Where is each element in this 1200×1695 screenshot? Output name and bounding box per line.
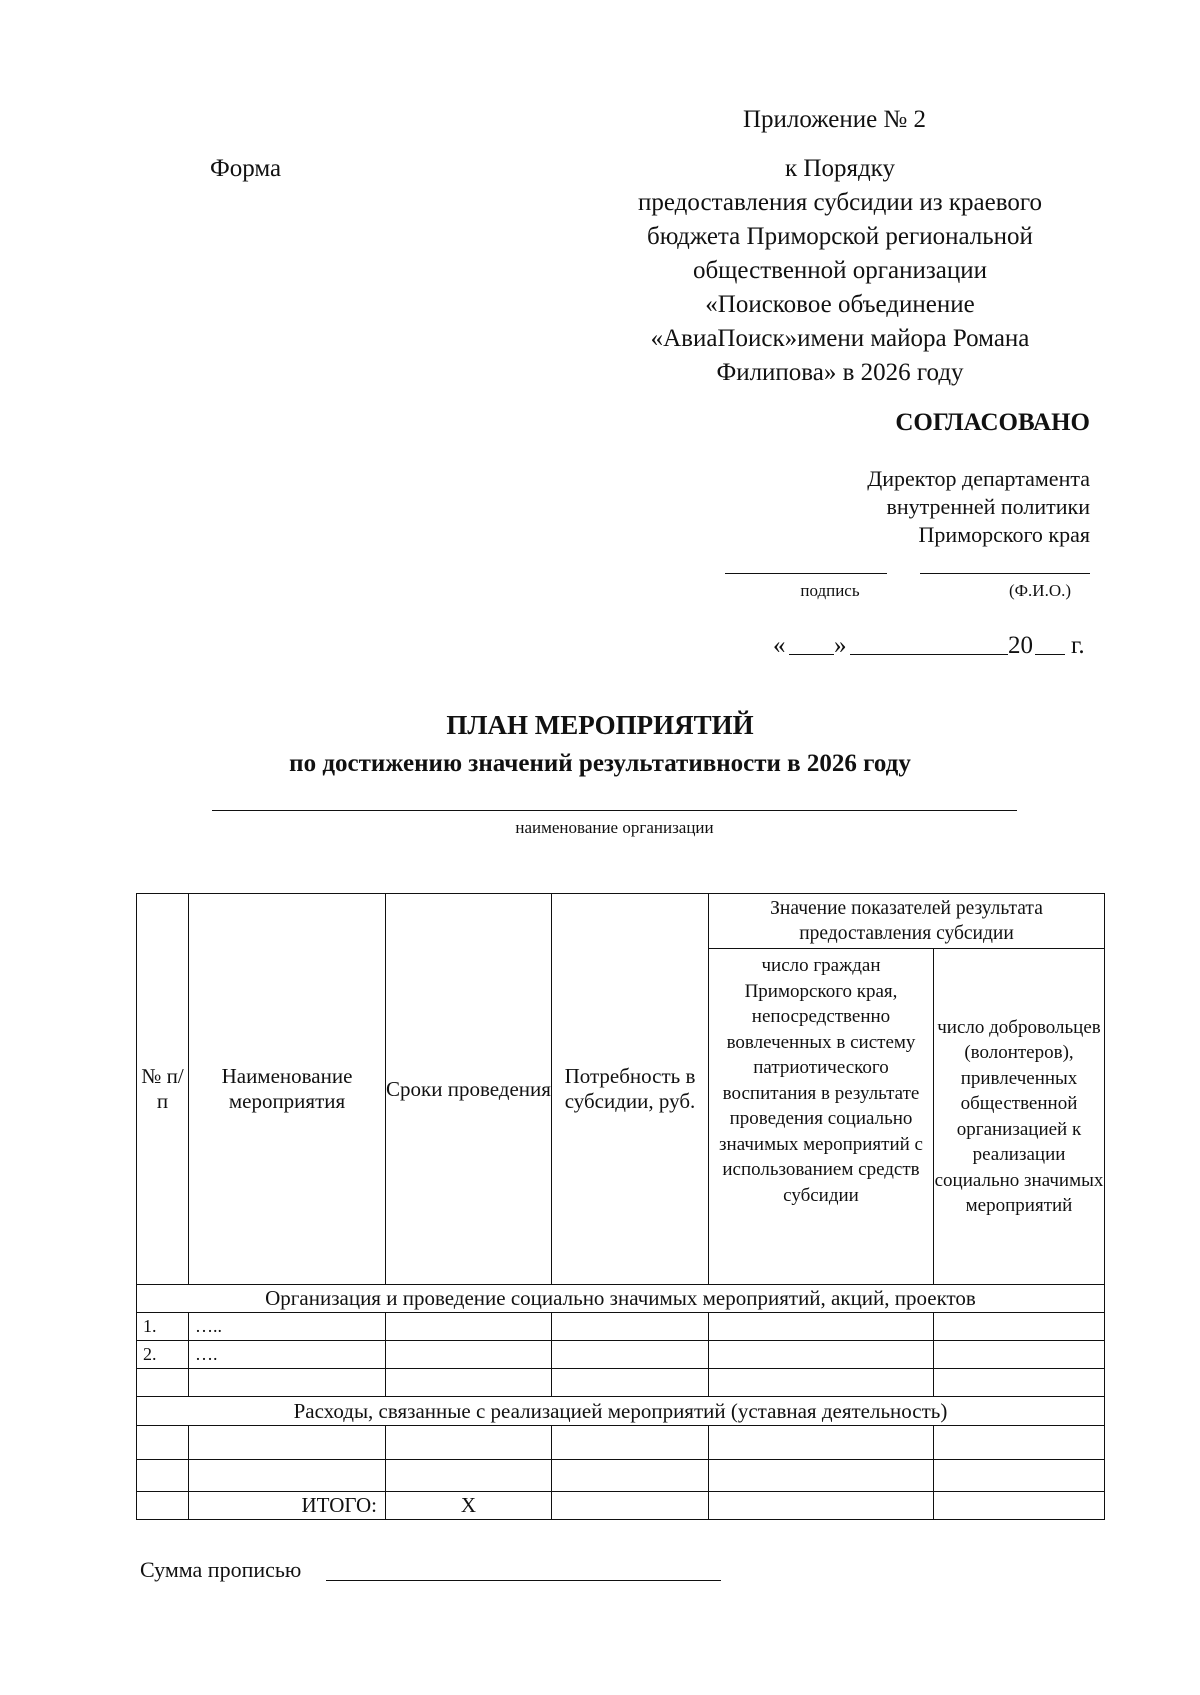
position-line: внутренней политики	[886, 494, 1090, 519]
row-name[interactable]: ….	[189, 1341, 386, 1369]
header-need: Потребность в субсидии, руб.	[552, 894, 709, 1285]
total-mark: Х	[386, 1492, 552, 1520]
row-name[interactable]	[189, 1369, 386, 1397]
approval-title: СОГЛАСОВАНО	[895, 409, 1090, 436]
name-caption: (Ф.И.О.)	[1008, 581, 1072, 600]
table-row	[137, 1426, 1105, 1460]
header-indicators: Значение показателей результата предоставления субсидии	[709, 894, 1105, 949]
date-open-quote: «	[773, 632, 786, 659]
row-volunteers[interactable]	[934, 1341, 1105, 1369]
row-num[interactable]: 2.	[137, 1341, 189, 1369]
date-close-quote: »	[834, 632, 847, 659]
row-dates[interactable]	[386, 1426, 552, 1460]
table-row	[137, 1341, 1105, 1369]
header-citizens: число граждан Приморского края, непосредственно вовлеченных в систему патриотического воспитания в результате проведения социально значимых мероприятий с использованием средств субсидии	[709, 949, 934, 1285]
order-line: Филипова» в 2026 году	[716, 359, 964, 386]
row-dates[interactable]	[386, 1341, 552, 1369]
row-dates[interactable]	[386, 1369, 552, 1397]
approval-position	[700, 465, 1090, 549]
table-header-row	[137, 894, 1105, 949]
position-line: Директор департамента	[867, 466, 1090, 491]
row-name[interactable]	[189, 1460, 386, 1492]
group-label: Расходы, связанные с реализацией мероприятий (уставная деятельность)	[137, 1397, 1105, 1426]
order-line: «АвиаПоиск»имени майора Романа	[650, 325, 1030, 352]
signature-line[interactable]	[725, 573, 887, 574]
order-line: общественной организации	[692, 257, 988, 284]
group-row	[137, 1397, 1105, 1426]
row-citizens[interactable]	[709, 1426, 934, 1460]
row-name[interactable]: …..	[189, 1313, 386, 1341]
row-need[interactable]	[552, 1426, 709, 1460]
date-day-line[interactable]	[789, 654, 834, 655]
row-volunteers[interactable]	[934, 1460, 1105, 1492]
sum-in-words-label: Сумма прописью	[140, 1557, 302, 1582]
row-citizens[interactable]	[709, 1341, 934, 1369]
table-row	[137, 1369, 1105, 1397]
row-dates[interactable]	[386, 1460, 552, 1492]
position-line: Приморского края	[918, 522, 1090, 547]
row-dates[interactable]	[386, 1313, 552, 1341]
row-volunteers[interactable]	[934, 1369, 1105, 1397]
row-num[interactable]	[137, 1426, 189, 1460]
group-label: Организация и проведение социально значимых мероприятий, акций, проектов	[137, 1285, 1105, 1313]
row-volunteers[interactable]	[934, 1313, 1105, 1341]
total-need[interactable]	[552, 1492, 709, 1520]
row-num[interactable]	[137, 1369, 189, 1397]
total-citizens[interactable]	[709, 1492, 934, 1520]
header-dates: Сроки проведения	[386, 894, 552, 1285]
organization-name-line[interactable]	[212, 810, 1017, 811]
total-num	[137, 1492, 189, 1520]
row-volunteers[interactable]	[934, 1426, 1105, 1460]
form-label: Форма	[210, 155, 282, 182]
date-year-suffix: г.	[1071, 632, 1085, 659]
total-row	[137, 1492, 1105, 1520]
order-line: «Поисковое объединение	[705, 291, 975, 318]
appendix-label: Приложение № 2	[743, 106, 927, 133]
row-citizens[interactable]	[709, 1460, 934, 1492]
date-month-line[interactable]	[850, 654, 1008, 655]
header-volunteers: число добровольцев (волонтеров), привлеченных общественной организацией к реализации социально значимых мероприятий	[934, 949, 1105, 1285]
row-num[interactable]: 1.	[137, 1313, 189, 1341]
group-row	[137, 1285, 1105, 1313]
date-year-line[interactable]	[1035, 654, 1065, 655]
order-reference	[590, 152, 1090, 390]
row-citizens[interactable]	[709, 1369, 934, 1397]
table-row	[137, 1460, 1105, 1492]
row-need[interactable]	[552, 1341, 709, 1369]
order-line: к Порядку	[785, 155, 895, 182]
plan-subtitle: по достижению значений результативности в 2026 году	[289, 750, 911, 777]
name-line[interactable]	[920, 573, 1090, 574]
order-line: бюджета Приморской региональной	[647, 223, 1033, 250]
row-need[interactable]	[552, 1369, 709, 1397]
sum-in-words-line[interactable]	[326, 1580, 721, 1581]
row-num[interactable]	[137, 1460, 189, 1492]
order-line: предоставления субсидии из краевого	[638, 189, 1042, 216]
header-num: № п/п	[137, 894, 189, 1285]
header-name: Наименование мероприятия	[189, 894, 386, 1285]
table-row	[137, 1313, 1105, 1341]
total-volunteers[interactable]	[934, 1492, 1105, 1520]
plan-title: ПЛАН МЕРОПРИЯТИЙ	[446, 710, 754, 740]
row-name[interactable]	[189, 1426, 386, 1460]
total-label: ИТОГО:	[189, 1492, 386, 1520]
date-year-prefix: 20	[1008, 632, 1033, 659]
organization-name-caption: наименование организации	[515, 818, 714, 837]
row-need[interactable]	[552, 1313, 709, 1341]
row-need[interactable]	[552, 1460, 709, 1492]
plan-table	[136, 893, 1105, 1520]
signature-caption: подпись	[800, 581, 860, 600]
row-citizens[interactable]	[709, 1313, 934, 1341]
